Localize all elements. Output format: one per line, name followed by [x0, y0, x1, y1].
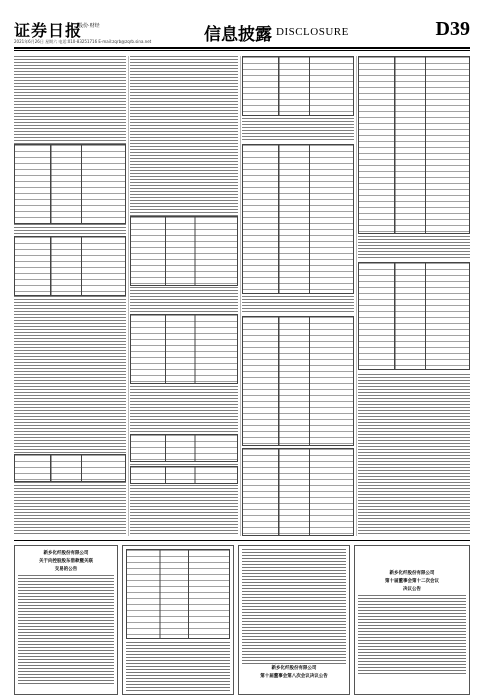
paper-logo: 证券日报 — [14, 21, 83, 40]
column-1 — [14, 56, 126, 536]
notice-company: 新乡化纤股份有限公司 — [43, 551, 89, 556]
notice-box-3 — [238, 545, 350, 695]
notice-box-1 — [14, 545, 118, 695]
body-text — [242, 296, 354, 314]
notice-body-text — [358, 595, 466, 675]
notice-company: 新乡化纤股份有限公司 — [271, 666, 317, 671]
notice-body-text — [18, 575, 114, 685]
bottom-rule — [14, 540, 470, 541]
notice-title-line1: 第十届董事会第十二次会议 — [385, 579, 439, 584]
page-number: D39 — [435, 18, 470, 40]
column-3 — [242, 56, 354, 536]
data-table — [130, 314, 238, 384]
column-divider — [356, 56, 357, 536]
data-table — [130, 216, 238, 286]
data-table — [130, 434, 238, 462]
notice-company: 新乡化纤股份有限公司 — [389, 571, 435, 576]
body-text — [358, 374, 470, 536]
notice-box-4 — [354, 545, 470, 695]
data-table — [126, 549, 230, 639]
body-text — [242, 118, 354, 142]
notice-box-2 — [122, 545, 234, 695]
edition-info: 股份·财经 — [78, 23, 100, 29]
data-table — [242, 144, 354, 294]
notice-body-text — [126, 642, 230, 692]
column-divider — [128, 56, 129, 536]
body-text — [130, 56, 238, 536]
column-divider — [240, 56, 241, 536]
header-rule — [14, 47, 470, 49]
notice-title-line2: 交易的公告 — [54, 567, 78, 572]
data-table — [14, 236, 126, 296]
data-table — [14, 454, 126, 482]
data-table — [14, 144, 126, 224]
data-table — [242, 316, 354, 446]
data-table — [358, 262, 470, 370]
section-title: 信息披露 — [204, 25, 272, 45]
column-4 — [358, 56, 470, 536]
dateline: 2021年6月26日 星期六 电话:010-83251716 E-mail:zqrb@zqrb.sina.net — [14, 39, 152, 44]
body-text — [358, 236, 470, 258]
data-table — [242, 56, 354, 116]
column-2 — [130, 56, 238, 536]
notice-title-line1: 第十届董事会第八次会议决议公告 — [260, 674, 328, 679]
data-table — [242, 448, 354, 536]
masthead — [14, 18, 470, 46]
data-table — [130, 466, 238, 484]
data-table — [358, 56, 470, 234]
notice-title-line2: 决议公告 — [403, 587, 421, 592]
notice-title-line1: 关于向控股股东借款暨关联 — [39, 559, 93, 564]
notice-body-text — [242, 549, 346, 664]
section-title-en: DISCLOSURE — [276, 26, 349, 38]
header-rule-thin — [14, 50, 470, 51]
